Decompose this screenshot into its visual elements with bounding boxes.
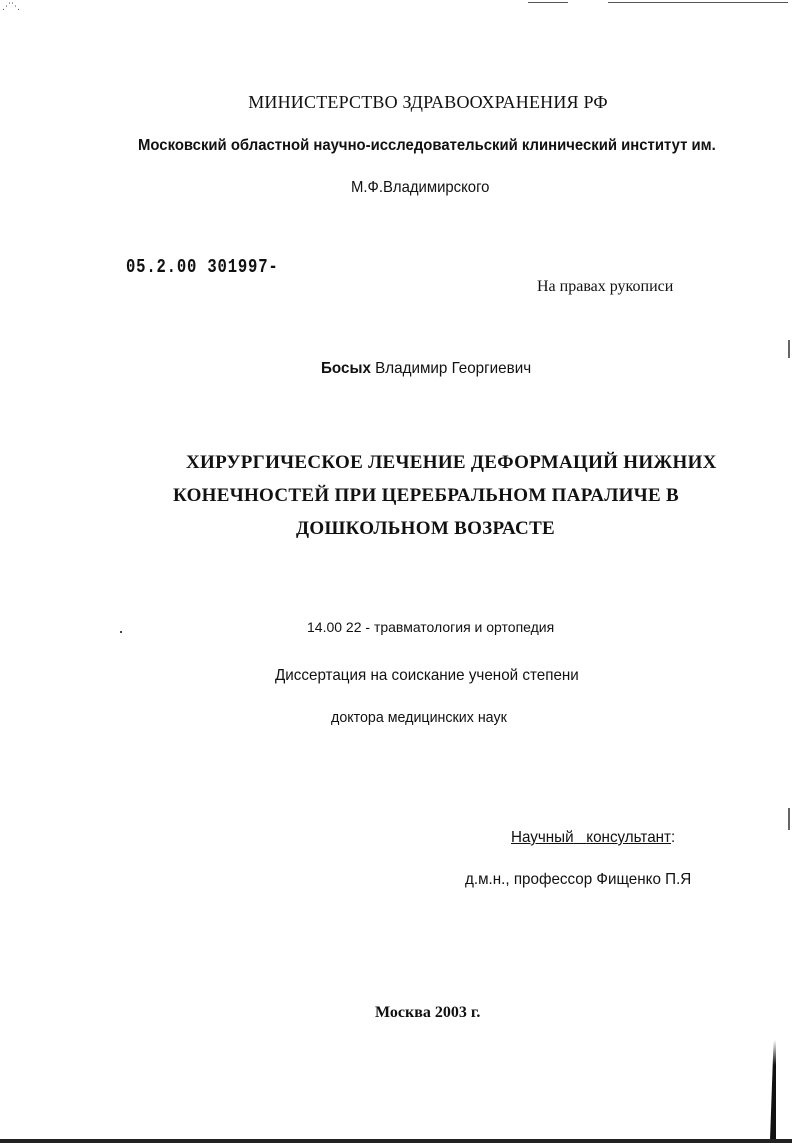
scan-side-mark — [788, 340, 790, 358]
academic-degree: доктора медицинских наук — [331, 709, 507, 726]
scan-top-mark — [528, 2, 568, 3]
scan-side-mark — [788, 808, 790, 830]
author-given-names: Владимир Георгиевич — [370, 360, 532, 377]
scan-bottom-edge — [0, 1139, 792, 1143]
dissertation-title-line1: ХИРУРГИЧЕСКОЕ ЛЕЧЕНИЕ ДЕФОРМАЦИЙ НИЖНИХ — [186, 452, 717, 473]
consultant-label-word2: консультант — [586, 829, 672, 846]
specialty-code: 14.00 22 - травматология и ортопедия — [307, 619, 555, 635]
consultant-label — [511, 829, 675, 847]
registration-stamp-number: 05.2.00 301997- — [126, 256, 279, 278]
scan-right-edge — [770, 1040, 776, 1140]
dissertation-title-line3: ДОШКОЛЬНОМ ВОЗРАСТЕ — [296, 518, 556, 539]
institute-name-line1: Московский областной научно-исследовательский клинический институт им. — [138, 137, 716, 154]
dissertation-title-line2: КОНЕЧНОСТЕЙ ПРИ ЦЕРЕБРАЛЬНОМ ПАРАЛИЧЕ В — [173, 485, 679, 506]
institute-name-line2: М.Ф.Владимирского — [351, 179, 490, 196]
scan-dot — [120, 631, 122, 633]
author-surname: Босых — [321, 360, 371, 377]
manuscript-rights-note: На правах рукописи — [537, 278, 674, 295]
scan-corner-mark: ⋰⋱ — [2, 2, 20, 12]
consultant-label-word1: Научный — [511, 829, 574, 846]
consultant-name: д.м.н., профессор Фищенко П.Я — [465, 871, 692, 888]
consultant-label-colon: : — [671, 829, 676, 846]
author-name — [321, 360, 531, 378]
place-and-year: Москва 2003 г. — [375, 1004, 481, 1021]
ministry-heading: МИНИСТЕРСТВО ЗДРАВООХРАНЕНИЯ РФ — [248, 92, 608, 112]
scan-top-mark — [608, 2, 788, 3]
dissertation-type: Диссертация на соискание ученой степени — [275, 667, 579, 684]
